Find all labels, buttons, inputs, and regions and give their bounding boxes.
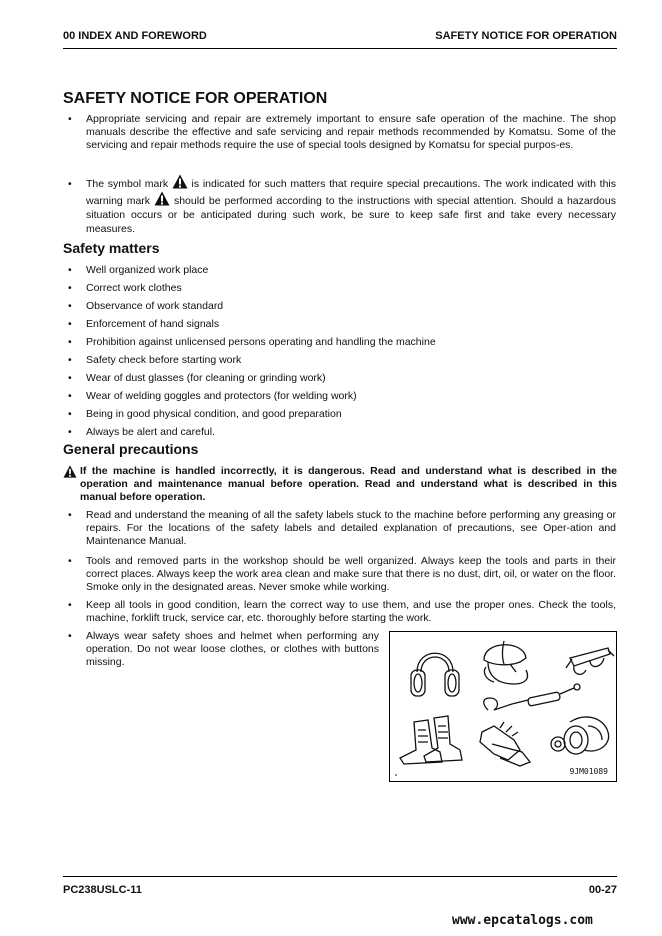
general-text-1: Read and understand the meaning of all the safety labels stuck to the machine before performing any greasing or repairs. For the locations of the safety labels and detailed explanation of precautions, see Oper-ation and Maintenance Manual.: [86, 509, 616, 547]
intro-paragraph-2: [68, 174, 616, 236]
page-footer: [63, 884, 617, 896]
header-rule: [63, 48, 617, 49]
safety-boots-icon: [400, 716, 462, 764]
list-item: • Always be alert and careful.: [68, 426, 215, 438]
general-text-3: Keep all tools in good condition, learn the correct way to use them, and use the proper ones. Check the tools, machine, forklift truck, service car, etc. thoroughly before starting the work.: [86, 599, 616, 624]
respirator-icon: [551, 717, 609, 754]
general-item-1: [68, 509, 616, 548]
general-text-4: Always wear safety shoes and helmet when performing any operation. Do not wear loose clothes, or clothes with buttons missing.: [86, 630, 379, 668]
list-item: • Wear of dust glasses (for cleaning or grinding work): [68, 372, 326, 384]
bullet: •: [68, 178, 72, 190]
general-precautions-heading: General precautions: [63, 441, 199, 457]
figure-code: 9JM01089: [569, 767, 608, 776]
intro-text-1: Appropriate servicing and repair are extremely important to ensure safe operation of the machine. The shop manuals describe the effective and safe servicing and repair methods recommended by Komatsu. Some of the servicing and repair methods require the use of special tools designed by Komatsu for special purpos-es.: [86, 113, 616, 151]
general-item-3: [68, 599, 616, 625]
bullet: •: [68, 599, 72, 611]
page-header: [63, 30, 617, 46]
header-topic: SAFETY NOTICE FOR OPERATION: [435, 30, 617, 42]
warning-text: If the machine is handled incorrectly, it is dangerous. Read and understand what is described in the operation and maintenance manual before operation. Read and understand what is described in this manual before operation.: [80, 465, 617, 503]
intro-text-2a: The symbol mark: [86, 178, 169, 190]
header-section: 00 INDEX AND FOREWORD: [63, 30, 207, 42]
danger-warning: [63, 465, 617, 504]
list-item: • Being in good physical condition, and good preparation: [68, 408, 342, 420]
ear-muffs-icon: [411, 653, 459, 696]
general-item-4: [68, 630, 379, 669]
model-number: PC238USLC-11: [63, 884, 142, 896]
safety-matters-list: [68, 263, 568, 443]
intro-text-2c: should be performed according to the instructions with special attention. Should a hazardous situation occurs or be anticipated during such work, be sure to keep safe first and take every necessary measures.: [86, 195, 616, 235]
list-item: • Safety check before starting work: [68, 354, 242, 366]
list-item: • Prohibition against unlicensed persons operating and handling the machine: [68, 336, 436, 348]
safety-matters-heading: Safety matters: [63, 240, 160, 256]
list-item: • Observance of work standard: [68, 300, 224, 312]
gloves-icon: [480, 722, 530, 766]
safety-strap-icon: [484, 684, 580, 710]
general-item-2: [68, 555, 616, 594]
list-item: • Wear of welding goggles and protectors (for welding work): [68, 390, 357, 402]
bullet: •: [68, 509, 72, 521]
safety-glasses-icon: [566, 648, 614, 674]
list-item: • Well organized work place: [68, 264, 209, 276]
bullet: •: [68, 630, 72, 642]
page-title: SAFETY NOTICE FOR OPERATION: [63, 90, 328, 107]
general-text-2: Tools and removed parts in the workshop should be well organized. Always keep the tools and parts in their correct places. Always keep the work area clean and make sure that there is no dust, dirt, oil, or water on the floor. Smoke only in the designated areas. Never smoke while working.: [86, 555, 616, 593]
intro-text-2b: is indicated for such matters that require special precautions. The work indicated with this warning mark: [86, 178, 616, 207]
helmet-icon: [484, 641, 528, 684]
footer-rule: [63, 876, 617, 877]
watermark: www.epcatalogs.com: [452, 913, 593, 928]
list-item: • Enforcement of hand signals: [68, 318, 220, 330]
page-number: 00-27: [588, 884, 617, 896]
bullet: •: [68, 113, 72, 125]
protective-gear-figure: [389, 631, 617, 782]
protective-gear-illustration: [390, 632, 616, 781]
list-item: • Correct work clothes: [68, 282, 182, 294]
bullet: •: [68, 555, 72, 567]
warning-triangle-icon: [154, 191, 170, 206]
intro-paragraph-1: [68, 113, 616, 152]
warning-triangle-icon: [63, 465, 77, 478]
warning-triangle-icon: [172, 174, 188, 189]
